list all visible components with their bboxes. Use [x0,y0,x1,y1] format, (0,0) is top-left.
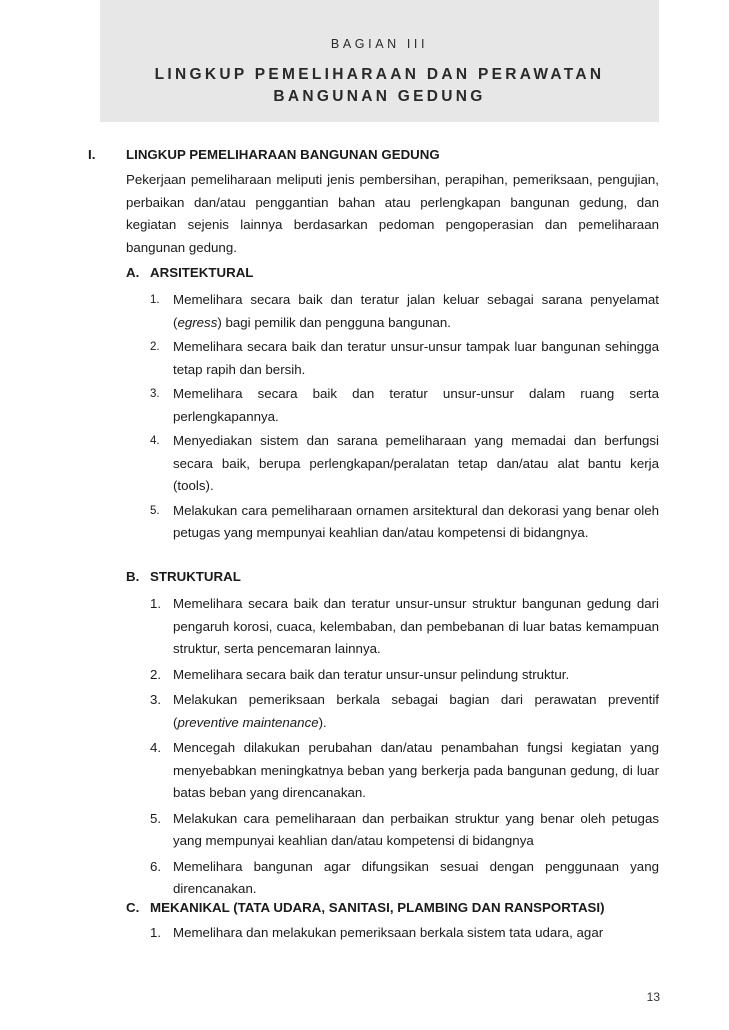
list-item: 1. Memelihara secara baik dan teratur unsur-unsur struktur bangunan gedung dari pengaruh korosi, cuaca, kelembaban, dan pembebanan di luar batas kemampuan struktur, serta pencemaran lainnya. [148,593,659,661]
list-item: 1. Memelihara secara baik dan teratur jalan keluar sebagai sarana penyelamat (egress) bagi pemilik dan pengguna bangunan. [148,289,659,334]
item-number: 6. [150,858,162,874]
section-title: LINGKUP PEMELIHARAAN BANGUNAN GEDUNG [126,147,440,162]
list-item: 4. Menyediakan sistem dan sarana pemeliharaan yang memadai dan berfungsi secara baik, berupa perlengkapan/peralatan tetap dan/atau alat bantu kerja (tools). [148,430,659,498]
section-number: I. [88,147,96,162]
list-item: 3. Memelihara secara baik dan teratur unsur-unsur dalam ruang serta perlengkapannya. [148,383,659,428]
item-number: 4. [150,740,162,755]
subsection-letter: C. [126,900,140,915]
page-number: 13 [646,990,660,1004]
chapter-label: BAGIAN III [330,37,429,51]
list-item: 1. Memelihara dan melakukan pemeriksaan berkala sistem tata udara, agar [148,922,659,945]
item-number: 2. [150,341,160,353]
italic-term: preventive maintenance [177,714,319,730]
list-struktural [148,593,659,904]
subsection-title: STRUKTURAL [150,569,241,584]
item-number: 1. [150,294,160,306]
chapter-title-line-1: LINGKUP PEMELIHARAAN DAN PERAWATAN [154,66,605,83]
item-number: 1. [150,925,162,940]
item-number: 2. [150,666,162,682]
list-arsitektural [148,289,659,547]
item-number: 1. [150,596,162,611]
list-item: 5. Melakukan cara pemeliharaan ornamen arsitektural dan dekorasi yang benar oleh petugas yang mempunyai keahlian dan/atau kompetensi di bidangnya. [148,500,659,545]
list-item: 2. Memelihara secara baik dan teratur unsur-unsur tampak luar bangunan sehingga tetap rapih dan bersih. [148,336,659,381]
subsection-title: ARSITEKTURAL [150,265,254,280]
list-mekanikal [148,922,659,947]
subsection-letter: A. [126,265,140,280]
list-item: 6. Memelihara bangunan agar difungsikan sesuai dengan penggunaan yang direncanakan. [148,856,659,901]
list-item: 5. Melakukan cara pemeliharaan dan perbaikan struktur yang benar oleh petugas yang mempunyai keahlian dan/atau kompetensi di bidangnya [148,808,659,853]
list-item: 2. Memelihara secara baik dan teratur unsur-unsur pelindung struktur. [148,664,659,687]
item-number: 5. [150,504,160,517]
item-number: 4. [150,435,160,447]
subsection-heading-b [126,569,241,584]
item-number: 3. [150,388,160,400]
subsection-title: MEKANIKAL (TATA UDARA, SANITASI, PLAMBING DAN RANSPORTASI) [150,900,605,915]
item-number: 5. [150,810,162,826]
subsection-heading-a [126,265,253,280]
section-paragraph: Pekerjaan pemeliharaan meliputi jenis pembersihan, perapihan, pemeriksaan, pengujian, perbaikan dan/atau penggantian bahan atau perlengkapan bangunan gedung, dan kegiatan sejenis lainnya berdasarkan pedoman pengoperasian dan pemeliharaan bangunan gedung. [126,172,659,256]
chapter-title-line-2: BANGUNAN GEDUNG [273,88,486,105]
subsection-heading-c [126,900,605,915]
list-item: 4. Mencegah dilakukan perubahan dan/atau penambahan fungsi kegiatan yang menyebabkan meningkatnya beban yang berkerja pada bangunan gedung, di luar batas beban yang direncanakan. [148,737,659,805]
chapter-title [100,64,659,108]
item-number: 3. [150,692,162,707]
list-item: 3. Melakukan pemeriksaan berkala sebagai bagian dari perawatan preventif (preventive maintenance). [148,689,659,734]
italic-term: egress [177,314,218,330]
subsection-letter: B. [126,569,140,584]
